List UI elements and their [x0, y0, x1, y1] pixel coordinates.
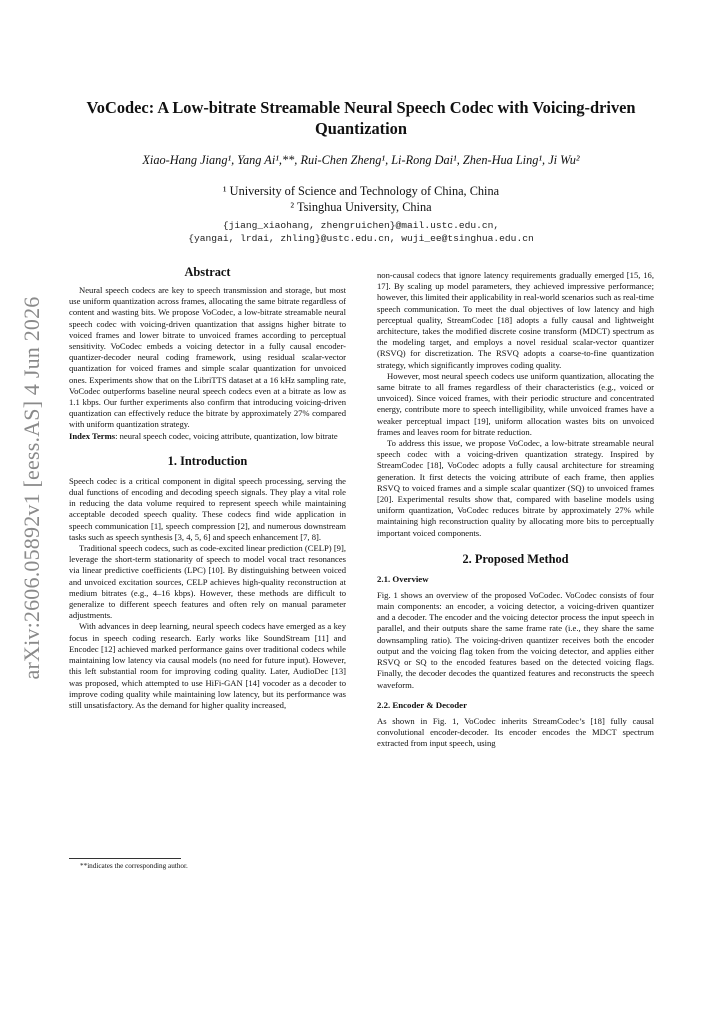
- intro-paragraph-5: However, most neural speech codecs use uniform quantization, allocating the same bitrate to all frames regardless of their characteristics (e.g., voiced or unvoiced). Since voiced frames, with their periodic structure and concentrated energy, contribute more to speech intelligibility, while unvoiced frames have a weaker perceptual impact [19], uniform allocation wastes bits on unvoiced frames and leaves room for bitrate reduction.: [377, 370, 654, 437]
- overview-heading: 2.1. Overview: [377, 573, 429, 584]
- author-list: Xiao-Hang Jiang¹, Yang Ai¹,**, Rui-Chen Zheng¹, Li-Rong Dai¹, Zhen-Hua Ling¹, Ji Wu²: [142, 153, 580, 167]
- index-terms-label: Index Terms: [69, 430, 116, 441]
- index-terms-text: : neural speech codec, voicing attribute, quantization, low bitrate: [115, 430, 338, 441]
- intro-paragraph-4: non-causal codecs that ignore latency requirements gradually emerged [15, 16, 17]. By scaling up model parameters, they achieved impressive performance; however, this limited their applicability in real-world scenarios such as real-time speech communication. To meet the dual objectives of low latency and high perceptual quality, StreamCodec [18] adopts a fully causal and lightweight architecture, takes the modified discrete cosine transform (MDCT) spectrum as the modeling target, and employs a novel residual scalar-vector quantizer (RSVQ) for discretization. The RSVQ adopts a coarse-to-fine quantization strategy, which significantly improves coding quality.: [377, 270, 654, 370]
- intro-paragraph-6: To address this issue, we propose VoCodec, a low-bitrate streamable neural speech codec with a voicing-driven quantization strategy. Inspired by StreamCodec [18], VoCodec adopts a fully causal architecture for streaming generation. It first detects the voicing attribute of each frame, then applies RSVQ to voiced frames and a simple scalar quantizer (SQ) to unvoiced frames [20]. Experimental results show that, compared with baseline models using uniform quantization, VoCodec reduces bitrate by approximately 27% while maintaining high reconstruction quality by allocating more bits to perceptually important voiced components.: [377, 438, 654, 538]
- arxiv-identifier-text: arXiv:2606.05892v1 [eess.AS] 4 Jun 2026: [19, 296, 44, 680]
- proposed-method-heading: 2. Proposed Method: [462, 551, 569, 566]
- email-line-2: {yangai, lrdai, zhling}@ustc.edu.cn, wuji_ee@tsinghua.edu.cn: [188, 233, 534, 244]
- encoder-decoder-heading: 2.2. Encoder & Decoder: [377, 699, 467, 710]
- intro-paragraph-3: With advances in deep learning, neural speech codecs have emerged as a key focus in speech coding research. Early works like SoundStream [11] and Encodec [12] achieved marked performance gains over traditional codecs while maintaining low latency via causal models (no need for future input). However, this left substantial room for improving coding quality. Later, AudioDec [13] was proposed, which attempted to use HiFi-GAN [14] vocoder as a decoder to improve coding quality while maintaining low latency, but its performance was still unsatisfactory. As the demand for higher quality increased,: [69, 621, 346, 710]
- affiliation-2: ² Tsinghua University, China: [290, 200, 432, 214]
- arxiv-identifier: [14, 288, 50, 688]
- footnote-rule: [69, 858, 181, 859]
- right-column: [377, 270, 654, 749]
- overview-paragraph: Fig. 1 shows an overview of the proposed VoCodec. VoCodec consists of four main components: an encoder, a voicing detector, a voicing-driven quantizer and a decoder. The encoder and the voicing detector process the input speech in parallel, and their outputs share the same frame rate (i.e., they share the same downsampling ratio). The voicing-driven quantizer receives both the encoder output and the voicing flag token from the voicing detector, and applies either RSVQ or SQ to the encoded features based on the detected voicing flags. Finally, the decoder decodes the quantized features and reconstructs the speech waveform.: [377, 589, 654, 690]
- abstract-text: Neural speech codecs are key to speech transmission and storage, but most use uniform quantization across frames, allocating the same bitrate regardless of content and wasting bits. We propose VoCodec, a low-bitrate streamable neural speech codec with voicing-driven quantization that assigns higher bitrate to voiced frames and lower bitrate to unvoiced frames according to perceptual sensitivity. VoCodec embeds a voicing detector in a fully causal encoder-quantizer-decoder neural coding framework, using residual scalar-vector quantization for voiced frames and simple scalar quantization for unvoiced ones. Experiments show that on the LibriTTS dataset at a 16 kHz sampling rate, VoCodec outperforms baseline neural speech codecs even at a bitrate as low as 1.1 kbps. Our further experiments also confirm that introducing voicing-driven quantization can effectively reduce the bitrate by approximately 27% compared with uniform quantization strategy.: [69, 285, 346, 430]
- footnote: **indicates the corresponding author.: [80, 862, 188, 870]
- index-terms: [69, 431, 346, 442]
- email-line-1: {jiang_xiaohang, zhengruichen}@mail.ustc.edu.cn,: [222, 220, 500, 231]
- introduction-heading: 1. Introduction: [167, 453, 248, 468]
- abstract-heading: Abstract: [184, 265, 231, 279]
- intro-paragraph-2: Traditional speech codecs, such as code-excited linear prediction (CELP) [9], leverage the short-term stationarity of speech to model vocal tract resonances via linear predictive coefficients (LPC) [10]. By distinguishing between voiced and unvoiced excitation sources, CELP achieves high-quality reconstruction at medium bitrates (e.g., 4–16 kbps). However, these methods are difficult to generalize to different speech features and often rely on manual parameter adjustments.: [69, 543, 346, 621]
- affiliation-1: ¹ University of Science and Technology of China, China: [222, 184, 500, 198]
- paper-title: VoCodec: A Low-bitrate Streamable Neural Speech Codec with Voicing-driven Quantization: [86, 98, 636, 138]
- author-emails: [60, 219, 662, 245]
- left-column: [69, 265, 346, 711]
- intro-paragraph-1: Speech codec is a critical component in digital speech processing, serving the dual functions of encoding and decoding speech signals. They play a vital role in reducing the data volume required to represent speech while maintaining acceptable decoded speech quality. These codecs find wide application in speech communication [1], speech compression [2], and numerous downstream tasks such as speech synthesis [3, 4, 5, 6] and speech enhancement [7, 8].: [69, 475, 346, 542]
- encoder-decoder-paragraph: As shown in Fig. 1, VoCodec inherits StreamCodec’s [18] fully causal convolutional encoder-decoder. Its encoder encodes the MDCT spectrum extracted from input speech, using: [377, 715, 654, 749]
